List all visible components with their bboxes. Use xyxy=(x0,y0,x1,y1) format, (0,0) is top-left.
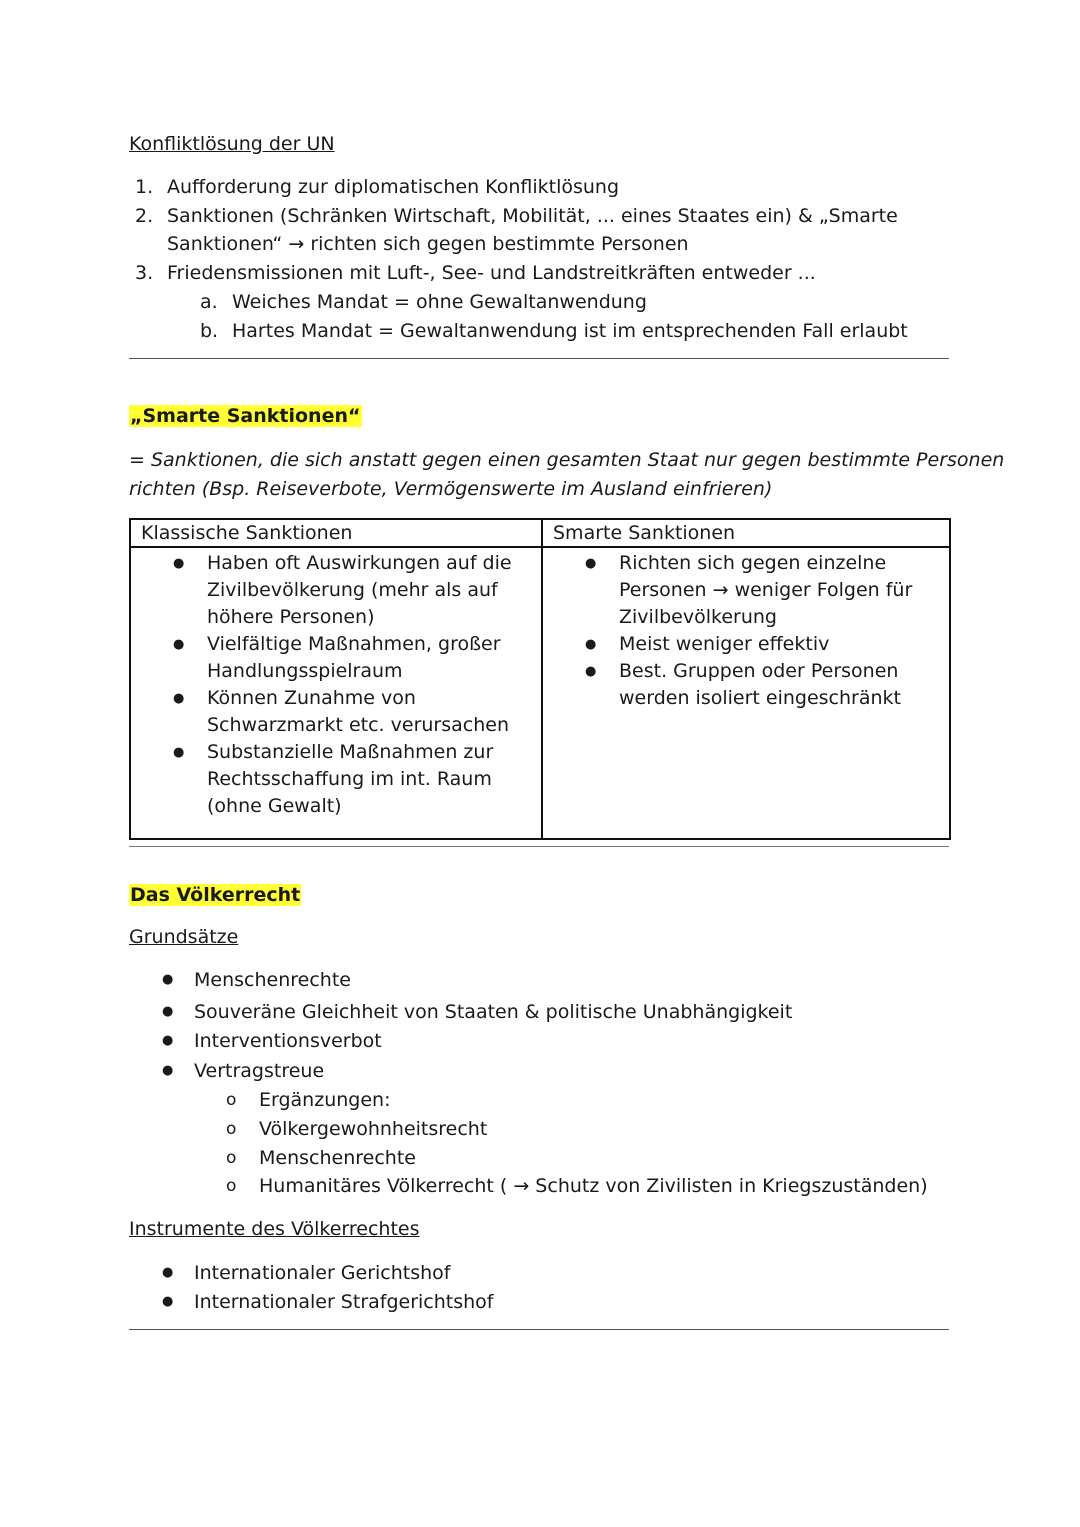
sub-list-item: Menschenrechte xyxy=(259,1147,416,1169)
sub-list-letter: a. xyxy=(200,291,218,313)
list-item: Souveräne Gleichheit von Staaten & politische Unabhängigkeit xyxy=(194,1001,793,1023)
list-item: ● Substanzielle Maßnahmen zur Rechtsschaffung im int. Raum (ohne Gewalt) xyxy=(131,739,541,820)
list-item: ● Best. Gruppen oder Personen werden isoliert eingeschränkt xyxy=(543,658,949,712)
subsection-title-instruments: Instrumente des Völkerrechtes xyxy=(129,1218,420,1240)
list-item: Internationaler Gerichtshof xyxy=(194,1262,451,1284)
subsection-title-principles: Grundsätze xyxy=(129,926,239,948)
smart-list xyxy=(543,550,949,712)
list-item: Internationaler Strafgerichtshof xyxy=(194,1291,494,1313)
comparison-table xyxy=(129,518,951,840)
bullet: ● xyxy=(162,1294,174,1309)
divider xyxy=(129,358,949,359)
table-header-row xyxy=(130,519,950,547)
table-header-classic: Klassische Sanktionen xyxy=(130,519,542,547)
circle-bullet: o xyxy=(226,1176,237,1196)
list-number: 3. xyxy=(135,262,154,284)
circle-bullet: o xyxy=(226,1090,237,1110)
definition-line: = Sanktionen, die sich anstatt gegen einen gesamten Staat nur gegen bestimmte Personen xyxy=(129,449,1005,471)
highlighted-heading: Das Völkerrecht xyxy=(130,884,301,906)
section-title-international-law xyxy=(129,881,301,909)
circle-bullet: o xyxy=(226,1148,237,1168)
list-item: ● Meist weniger effektiv xyxy=(543,631,949,658)
bullet: ● xyxy=(162,972,174,987)
list-number: 2. xyxy=(135,205,154,227)
bullet: ● xyxy=(162,1063,174,1078)
sub-list-item xyxy=(200,288,647,316)
list-text: Aufforderung zur diplomatischen Konfliktlösung xyxy=(167,176,620,198)
sub-list-item: Völkergewohnheitsrecht xyxy=(259,1118,488,1140)
sub-list-text: Hartes Mandat = Gewaltanwendung ist im entsprechenden Fall erlaubt xyxy=(232,320,908,342)
list-item xyxy=(135,202,898,230)
list-item: Vertragstreue xyxy=(194,1060,325,1082)
classic-list xyxy=(131,550,541,820)
table-row xyxy=(130,547,950,839)
table-cell-classic xyxy=(130,547,542,839)
definition-line: richten (Bsp. Reiseverbote, Vermögenswerte im Ausland einfrieren) xyxy=(129,478,773,500)
list-item: ● Haben oft Auswirkungen auf die Zivilbevölkerung (mehr als auf höhere Personen) xyxy=(131,550,541,631)
sub-list-item: Ergänzungen: xyxy=(259,1089,391,1111)
list-item xyxy=(135,259,816,287)
list-text-continued: Sanktionen“ → richten sich gegen bestimmte Personen xyxy=(167,233,689,255)
section-title-smart-sanctions xyxy=(129,402,362,430)
bullet: ● xyxy=(162,1004,174,1019)
list-item: ● Können Zunahme von Schwarzmarkt etc. verursachen xyxy=(131,685,541,739)
list-item xyxy=(135,173,620,201)
list-item: ● Richten sich gegen einzelne Personen → weniger Folgen für Zivilbevölkerung xyxy=(543,550,949,631)
list-item: ● Vielfältige Maßnahmen, großer Handlungsspielraum xyxy=(131,631,541,685)
sub-list-item xyxy=(200,317,908,345)
sub-list-letter: b. xyxy=(200,320,219,342)
table-header-smart: Smarte Sanktionen xyxy=(542,519,950,547)
divider xyxy=(129,846,949,847)
divider xyxy=(129,1329,949,1330)
bullet: ● xyxy=(162,1265,174,1280)
list-text: Sanktionen (Schränken Wirtschaft, Mobilität, ... eines Staates ein) & „Smarte xyxy=(167,205,898,227)
list-item: Interventionsverbot xyxy=(194,1030,382,1052)
highlighted-heading: „Smarte Sanktionen“ xyxy=(130,405,361,427)
bullet: ● xyxy=(162,1033,174,1048)
list-item: Menschenrechte xyxy=(194,969,351,991)
list-text: Friedensmissionen mit Luft-, See- und Landstreitkräften entweder ... xyxy=(167,262,816,284)
sub-list-text: Weiches Mandat = ohne Gewaltanwendung xyxy=(232,291,647,313)
table-cell-smart xyxy=(542,547,950,839)
sub-list-item: Humanitäres Völkerrecht ( → Schutz von Zivilisten in Kriegszuständen) xyxy=(259,1175,928,1197)
circle-bullet: o xyxy=(226,1119,237,1139)
list-number: 1. xyxy=(135,176,154,198)
section-title-conflict-resolution: Konfliktlösung der UN xyxy=(129,133,335,155)
